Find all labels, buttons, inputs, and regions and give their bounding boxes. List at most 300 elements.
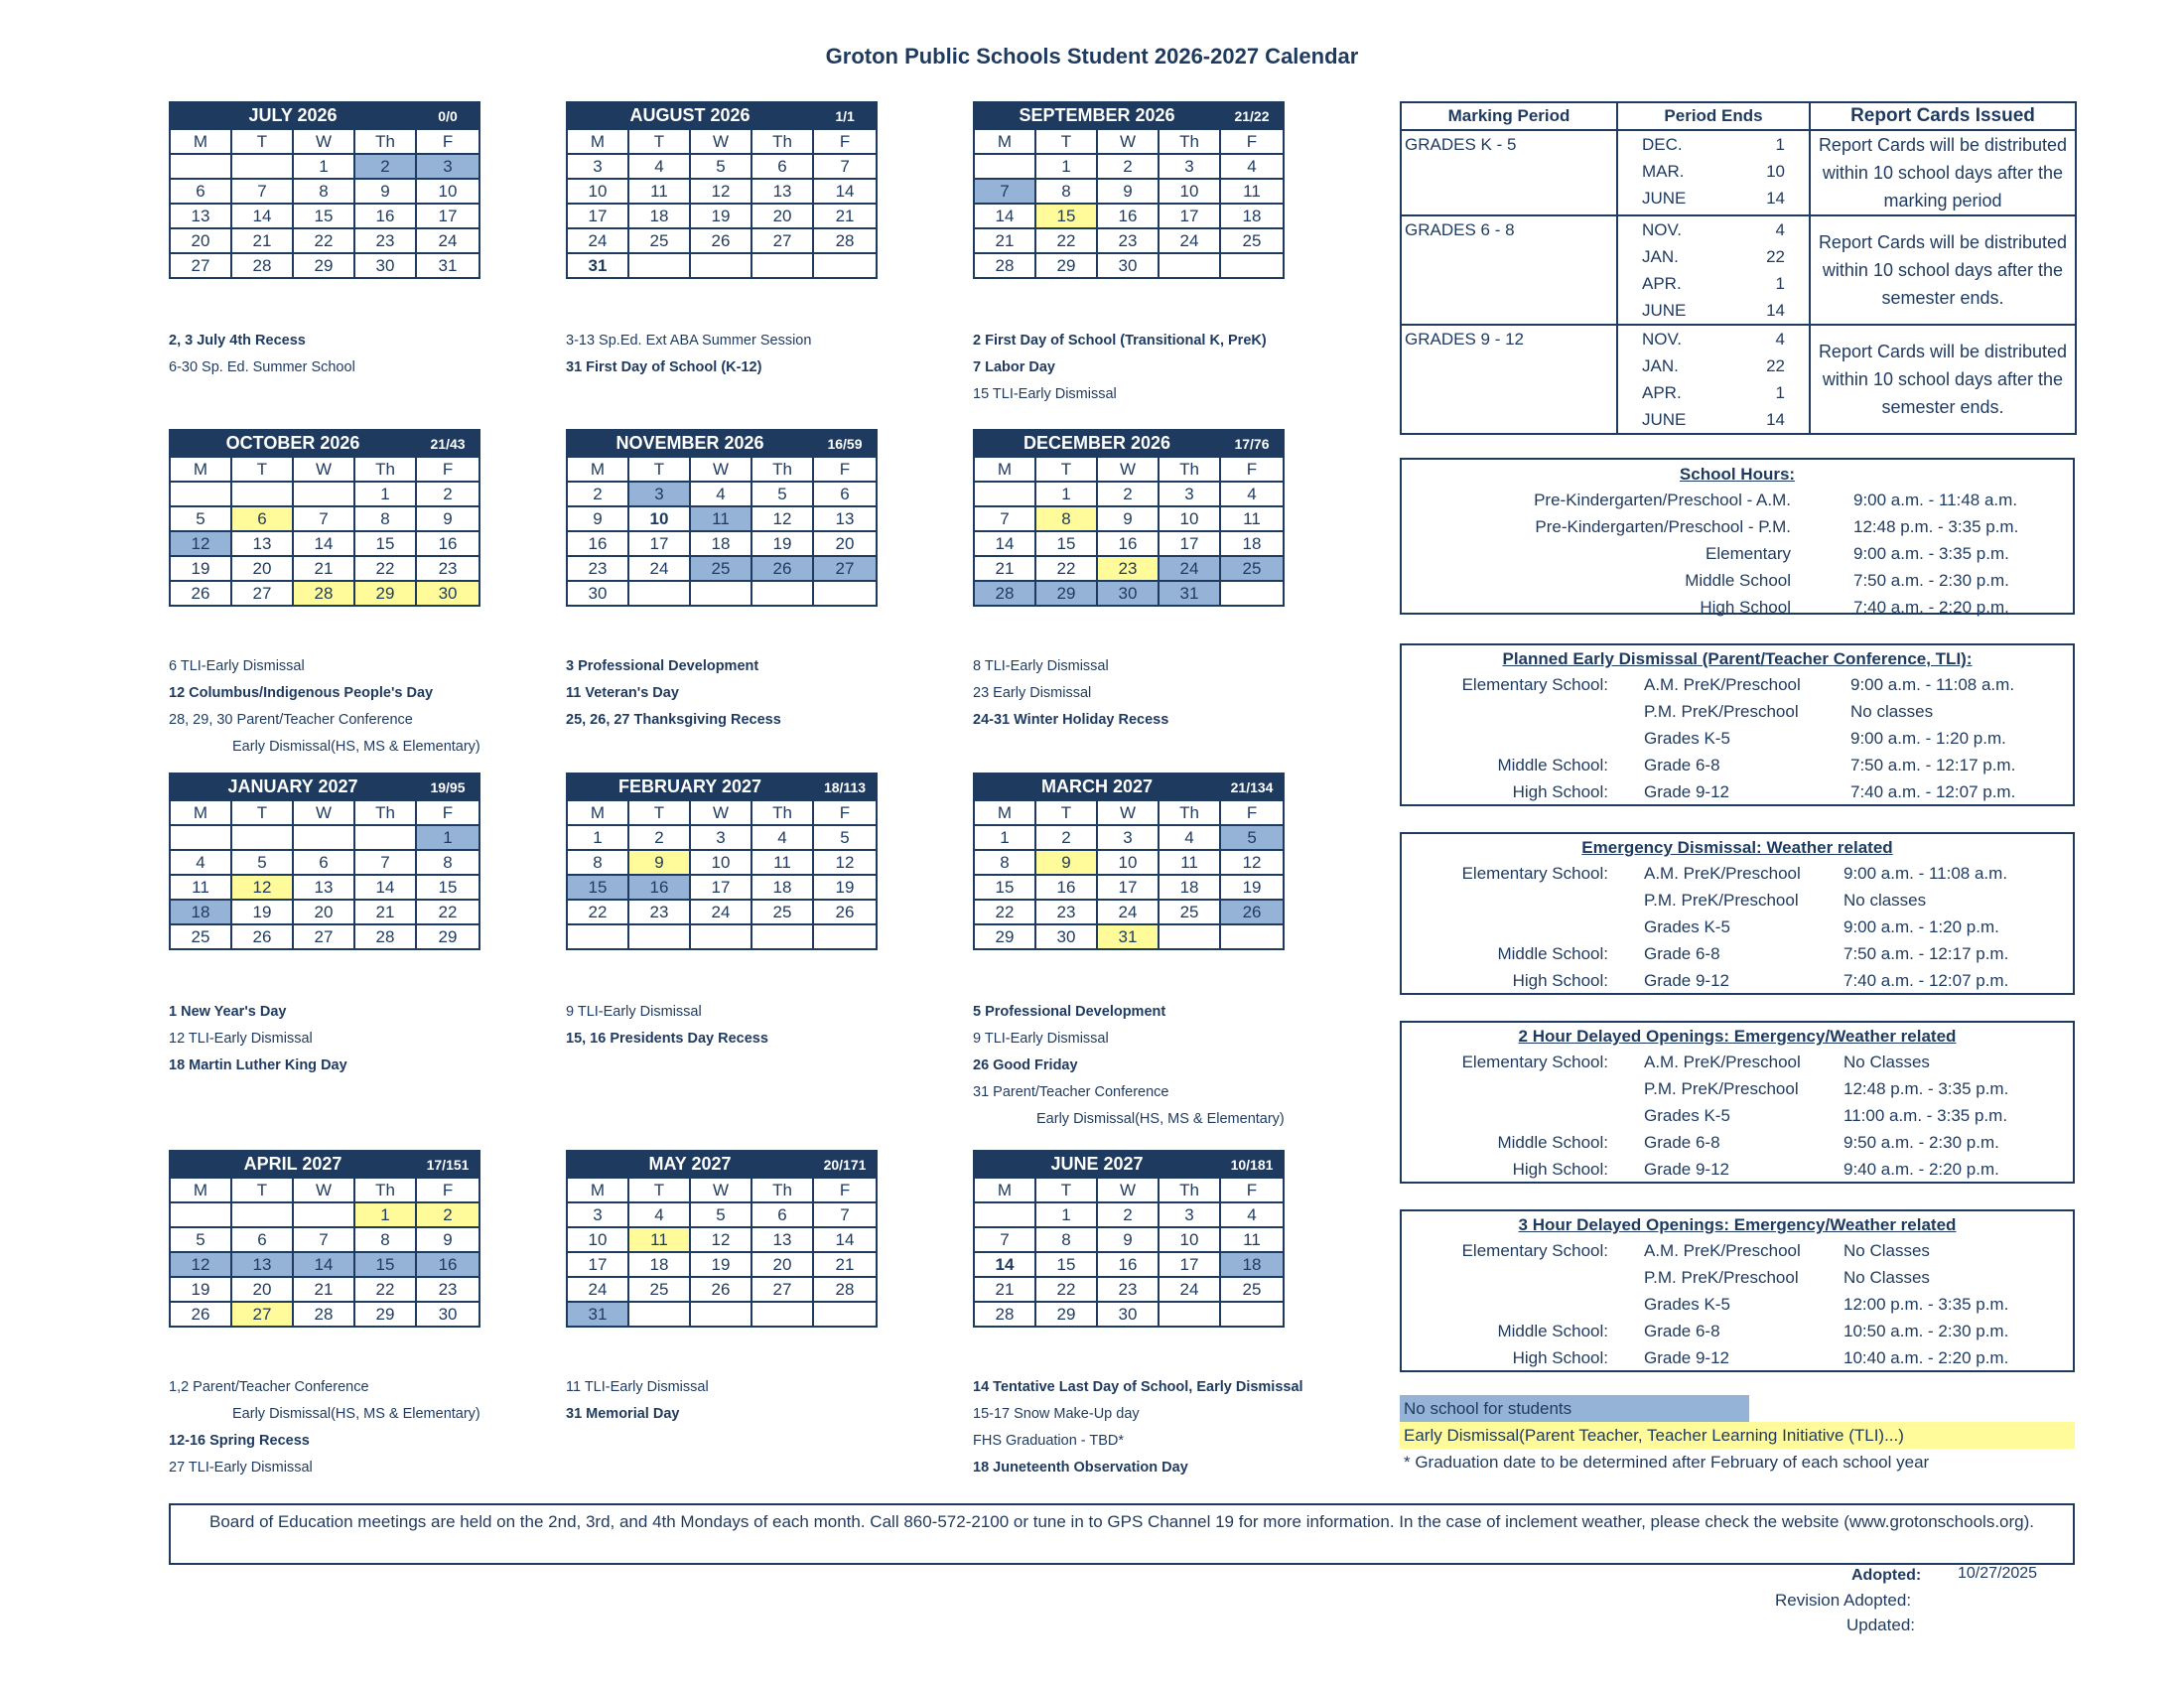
day-cell	[690, 253, 751, 278]
day-count: 16/59	[813, 430, 877, 457]
day-cell	[170, 1202, 231, 1227]
day-cell: 19	[751, 531, 813, 556]
month-notes	[169, 328, 355, 381]
grade-level: A.M. PreK/Preschool	[1644, 1241, 1801, 1260]
day-cell: 16	[416, 531, 479, 556]
month-march-2027	[973, 773, 1283, 950]
weekday-label: Th	[354, 800, 416, 825]
day-cell: 17	[567, 204, 628, 228]
day-cell: 18	[628, 204, 690, 228]
day-cell	[231, 154, 293, 179]
day-cell: 29	[354, 581, 416, 606]
grade-level: Grades K-5	[1644, 729, 1730, 748]
month-december-2026	[973, 429, 1283, 607]
day-cell: 25	[628, 1277, 690, 1302]
day-cell: 3	[567, 154, 628, 179]
calendar-note: 12 TLI-Early Dismissal	[169, 1031, 313, 1047]
day-cell: 1	[1035, 482, 1097, 506]
day-cell: 27	[231, 581, 293, 606]
day-cell: 11	[628, 1227, 690, 1252]
day-cell: 3	[1097, 825, 1159, 850]
day-cell: 13	[751, 179, 813, 204]
day-cell: 21	[813, 1252, 877, 1277]
day-cell: 15	[1035, 204, 1097, 228]
weekday-label: T	[1035, 129, 1097, 154]
weekday-label: M	[974, 457, 1035, 482]
day-cell: 30	[354, 253, 416, 278]
day-cell: 24	[567, 228, 628, 253]
day-cell: 22	[1035, 228, 1097, 253]
day-cell: 15	[293, 204, 354, 228]
day-cell: 3	[567, 1202, 628, 1227]
grade-group: GRADES 9 - 12	[1401, 325, 1617, 434]
day-cell: 14	[813, 1227, 877, 1252]
three-hour-delay-box	[1400, 1209, 2075, 1372]
weekday-label: F	[416, 1178, 479, 1202]
day-cell: 7	[813, 154, 877, 179]
day-cell: 26	[813, 900, 877, 924]
calendar-note: 11 TLI-Early Dismissal	[566, 1379, 709, 1395]
day-cell: 23	[1097, 556, 1159, 581]
weekday-label: M	[974, 800, 1035, 825]
school-level: Elementary School:	[1461, 864, 1608, 883]
day-cell	[293, 825, 354, 850]
weekday-label: M	[567, 457, 628, 482]
day-cell: 25	[1220, 228, 1284, 253]
page-title: Groton Public Schools Student 2026-2027 Calendar	[825, 44, 1359, 69]
day-cell: 12	[231, 875, 293, 900]
month-november-2026	[566, 429, 876, 607]
day-cell: 18	[690, 531, 751, 556]
month-name: NOVEMBER 2026	[567, 430, 813, 457]
calendar-note: Early Dismissal(HS, MS & Elementary)	[1036, 1111, 1285, 1127]
revision-adopted-label: Revision Adopted:	[1775, 1591, 1912, 1610]
month-october-2026	[169, 429, 478, 607]
day-cell: 1	[1035, 1202, 1097, 1227]
legend-early-dismissal: Early Dismissal(Parent Teacher, Teacher Learning Initiative (TLI)...)	[1400, 1422, 2075, 1449]
day-cell: 28	[293, 1302, 354, 1327]
calendar-note: 3-13 Sp.Ed. Ext ABA Summer Session	[566, 333, 812, 349]
day-cell: 23	[1097, 1277, 1159, 1302]
day-cell: 18	[1220, 531, 1284, 556]
weekday-label: T	[628, 129, 690, 154]
day-cell: 28	[813, 1277, 877, 1302]
day-cell: 24	[416, 228, 479, 253]
weekday-label: W	[293, 1178, 354, 1202]
day-cell	[231, 482, 293, 506]
day-cell: 11	[1159, 850, 1220, 875]
month-name: FEBRUARY 2027	[567, 774, 813, 800]
day-cell: 6	[293, 850, 354, 875]
weekday-label: T	[231, 1178, 293, 1202]
day-cell: 16	[567, 531, 628, 556]
day-cell	[751, 581, 813, 606]
day-cell: 4	[628, 154, 690, 179]
calendar-note: 1 New Year's Day	[169, 1004, 287, 1020]
calendar-note: 7 Labor Day	[973, 359, 1055, 375]
month-name: OCTOBER 2026	[170, 430, 416, 457]
day-cell	[1220, 581, 1284, 606]
day-cell: 3	[1159, 482, 1220, 506]
day-cell	[170, 482, 231, 506]
day-cell	[974, 482, 1035, 506]
report-card-note: Report Cards will be distributed within 10 school days after the marking period	[1810, 130, 2076, 215]
weekday-label: F	[813, 800, 877, 825]
month-april-2027	[169, 1150, 478, 1328]
weekday-label: W	[690, 129, 751, 154]
hours-level: Pre-Kindergarten/Preschool - P.M.	[1535, 517, 1791, 536]
month-name: JUNE 2027	[974, 1151, 1220, 1178]
day-cell: 22	[416, 900, 479, 924]
day-cell: 17	[628, 531, 690, 556]
day-cell: 19	[231, 900, 293, 924]
day-cell: 25	[751, 900, 813, 924]
day-cell: 24	[567, 1277, 628, 1302]
day-cell: 30	[1097, 1302, 1159, 1327]
day-cell: 5	[231, 850, 293, 875]
day-cell: 24	[1159, 556, 1220, 581]
school-level: Elementary School:	[1461, 675, 1608, 694]
weekday-label: Th	[751, 1178, 813, 1202]
weekday-label: W	[1097, 129, 1159, 154]
day-cell: 1	[416, 825, 479, 850]
calendar-note: 12 Columbus/Indigenous People's Day	[169, 685, 434, 701]
time-range: 9:00 a.m. - 11:08 a.m.	[1843, 864, 2008, 883]
day-cell: 27	[751, 1277, 813, 1302]
period-day: 22	[1766, 356, 1785, 375]
school-level: Elementary School:	[1461, 1241, 1608, 1260]
day-cell: 9	[416, 506, 479, 531]
grade-level: Grades K-5	[1644, 1295, 1730, 1314]
weekday-label: T	[231, 129, 293, 154]
period-ends-header: Period Ends	[1617, 102, 1810, 130]
day-cell	[293, 1202, 354, 1227]
day-cell: 25	[170, 924, 231, 949]
day-cell: 16	[416, 1252, 479, 1277]
hours-time: 7:50 a.m. - 2:30 p.m.	[1853, 571, 2009, 590]
day-cell: 6	[751, 154, 813, 179]
day-cell	[751, 924, 813, 949]
day-cell: 31	[567, 1302, 628, 1327]
day-cell: 24	[1159, 1277, 1220, 1302]
day-cell: 13	[751, 1227, 813, 1252]
day-cell: 21	[813, 204, 877, 228]
day-cell: 26	[170, 1302, 231, 1327]
day-cell: 15	[1035, 531, 1097, 556]
weekday-label: M	[567, 800, 628, 825]
month-name: JULY 2026	[170, 102, 416, 129]
day-cell: 13	[293, 875, 354, 900]
day-cell: 15	[354, 1252, 416, 1277]
day-cell: 30	[1097, 581, 1159, 606]
day-cell: 4	[690, 482, 751, 506]
period-day: 22	[1766, 247, 1785, 266]
calendar-note: FHS Graduation - TBD*	[973, 1433, 1125, 1449]
day-cell: 13	[170, 204, 231, 228]
day-cell: 19	[170, 1277, 231, 1302]
day-cell	[813, 924, 877, 949]
weekday-label: T	[231, 800, 293, 825]
day-cell: 9	[1097, 179, 1159, 204]
month-notes	[169, 1374, 480, 1481]
weekday-label: F	[1220, 129, 1284, 154]
day-cell: 28	[974, 253, 1035, 278]
day-cell: 4	[1220, 154, 1284, 179]
day-cell: 15	[974, 875, 1035, 900]
day-cell: 5	[170, 1227, 231, 1252]
day-cell: 10	[567, 1227, 628, 1252]
report-cards-header: Report Cards Issued	[1810, 102, 2076, 130]
calendar-note: 15, 16 Presidents Day Recess	[566, 1031, 768, 1047]
time-range: 12:00 p.m. - 3:35 p.m.	[1843, 1295, 2009, 1314]
day-cell: 17	[416, 204, 479, 228]
day-count: 17/151	[416, 1151, 479, 1178]
grade-level: Grade 6-8	[1644, 1133, 1720, 1152]
day-cell: 23	[1035, 900, 1097, 924]
day-cell: 8	[354, 1227, 416, 1252]
day-cell: 26	[1220, 900, 1284, 924]
day-cell: 28	[813, 228, 877, 253]
day-cell: 9	[1097, 506, 1159, 531]
day-cell	[751, 253, 813, 278]
day-cell: 30	[1035, 924, 1097, 949]
day-cell: 22	[354, 1277, 416, 1302]
school-level: Middle School:	[1497, 1322, 1608, 1340]
day-cell: 12	[690, 1227, 751, 1252]
day-cell: 21	[974, 228, 1035, 253]
day-cell: 1	[567, 825, 628, 850]
day-cell: 2	[416, 482, 479, 506]
day-cell: 28	[974, 1302, 1035, 1327]
day-cell	[690, 924, 751, 949]
day-cell: 29	[354, 1302, 416, 1327]
day-cell: 17	[1097, 875, 1159, 900]
day-cell: 28	[354, 924, 416, 949]
day-cell	[813, 253, 877, 278]
day-cell: 16	[354, 204, 416, 228]
day-cell: 7	[293, 1227, 354, 1252]
board-meetings-footer: Board of Education meetings are held on the 2nd, 3rd, and 4th Mondays of each month. Call 860-572-2100 or tune in to GPS Channel 19 for more information. In the case of inclement weather, please check the website (www.grotonschools.org).	[169, 1503, 2075, 1565]
report-card-note: Report Cards will be distributed within 10 school days after the semester ends.	[1810, 215, 2076, 325]
day-cell: 11	[1220, 506, 1284, 531]
day-cell	[231, 1202, 293, 1227]
weekday-label: M	[567, 1178, 628, 1202]
day-count: 1/1	[813, 102, 877, 129]
hours-level: Pre-Kindergarten/Preschool - A.M.	[1534, 491, 1791, 509]
day-cell: 10	[1159, 1227, 1220, 1252]
grade-level: Grade 9-12	[1644, 1348, 1729, 1367]
day-cell: 11	[628, 179, 690, 204]
day-cell: 2	[354, 154, 416, 179]
day-cell: 10	[1159, 179, 1220, 204]
day-cell: 10	[416, 179, 479, 204]
day-cell: 30	[567, 581, 628, 606]
day-cell	[974, 1202, 1035, 1227]
day-cell: 28	[974, 581, 1035, 606]
calendar-note: 23 Early Dismissal	[973, 685, 1092, 701]
weekday-label: F	[813, 1178, 877, 1202]
day-cell: 10	[628, 506, 690, 531]
month-notes	[566, 1374, 709, 1428]
calendar-note: 6-30 Sp. Ed. Summer School	[169, 359, 355, 375]
time-range: 9:40 a.m. - 2:20 p.m.	[1843, 1160, 1999, 1179]
weekday-label: T	[231, 457, 293, 482]
period-day: 14	[1766, 189, 1785, 208]
month-notes	[973, 1374, 1303, 1481]
time-range: 7:40 a.m. - 12:07 p.m.	[1850, 782, 2016, 801]
day-cell	[813, 1302, 877, 1327]
weekday-label: T	[1035, 457, 1097, 482]
day-cell: 13	[231, 1252, 293, 1277]
day-cell: 4	[1159, 825, 1220, 850]
day-cell: 14	[231, 204, 293, 228]
time-range: 12:48 p.m. - 3:35 p.m.	[1843, 1079, 2009, 1098]
day-cell: 21	[974, 556, 1035, 581]
weekday-label: W	[293, 129, 354, 154]
day-cell: 20	[813, 531, 877, 556]
day-cell: 11	[1220, 179, 1284, 204]
day-cell: 27	[231, 1302, 293, 1327]
period-day: 10	[1766, 162, 1785, 181]
day-cell: 2	[1097, 1202, 1159, 1227]
school-level: Middle School:	[1497, 1133, 1608, 1152]
school-hours-title: School Hours:	[1679, 465, 1796, 484]
day-cell: 27	[813, 556, 877, 581]
grade-level: P.M. PreK/Preschool	[1644, 1268, 1799, 1287]
day-cell: 10	[1159, 506, 1220, 531]
period-month: APR.	[1642, 274, 1682, 293]
day-cell: 2	[1035, 825, 1097, 850]
planned-early-dismissal-box	[1400, 643, 2075, 806]
time-range: 10:40 a.m. - 2:20 p.m.	[1843, 1348, 2009, 1367]
day-cell: 18	[1220, 204, 1284, 228]
day-cell: 20	[170, 228, 231, 253]
updated-label: Updated:	[1846, 1616, 1915, 1634]
day-cell: 13	[231, 531, 293, 556]
day-cell: 6	[231, 506, 293, 531]
calendar-note: 8 TLI-Early Dismissal	[973, 658, 1109, 674]
day-cell: 3	[416, 154, 479, 179]
day-cell: 12	[751, 506, 813, 531]
day-cell: 8	[1035, 1227, 1097, 1252]
report-card-note: Report Cards will be distributed within 10 school days after the semester ends.	[1810, 325, 2076, 434]
calendar-note: 18 Martin Luther King Day	[169, 1057, 347, 1073]
day-cell: 8	[293, 179, 354, 204]
weekday-label: F	[416, 800, 479, 825]
day-cell	[751, 1302, 813, 1327]
grade-level: Grade 9-12	[1644, 782, 1729, 801]
day-cell: 6	[231, 1227, 293, 1252]
day-cell: 7	[354, 850, 416, 875]
weekday-label: W	[1097, 800, 1159, 825]
calendar-note: 14 Tentative Last Day of School, Early Dismissal	[973, 1379, 1303, 1395]
grade-level: Grade 9-12	[1644, 1160, 1729, 1179]
day-cell	[690, 581, 751, 606]
calendar-note: 1,2 Parent/Teacher Conference	[169, 1379, 369, 1395]
period-day: 1	[1775, 383, 1785, 402]
day-cell: 25	[1220, 1277, 1284, 1302]
month-notes	[169, 999, 347, 1079]
time-range: No Classes	[1843, 1268, 1930, 1287]
month-notes	[973, 653, 1168, 734]
day-cell: 13	[813, 506, 877, 531]
period-day: 14	[1766, 410, 1785, 429]
two-hour-delay-box	[1400, 1021, 2075, 1184]
period-month: JUNE	[1642, 410, 1687, 429]
day-cell: 25	[690, 556, 751, 581]
day-cell: 30	[416, 581, 479, 606]
day-cell: 23	[416, 1277, 479, 1302]
calendar-note: 25, 26, 27 Thanksgiving Recess	[566, 712, 781, 728]
school-level: Elementary School:	[1461, 1053, 1608, 1071]
month-may-2027	[566, 1150, 876, 1328]
weekday-label: Th	[354, 457, 416, 482]
calendar-note: 31 Memorial Day	[566, 1406, 680, 1422]
day-cell: 21	[231, 228, 293, 253]
period-month: APR.	[1642, 383, 1682, 402]
day-cell	[1159, 253, 1220, 278]
box-title: 2 Hour Delayed Openings: Emergency/Weather related	[1518, 1027, 1957, 1046]
day-cell	[628, 1302, 690, 1327]
weekday-label: M	[170, 1178, 231, 1202]
day-cell: 5	[1220, 825, 1284, 850]
weekday-label: M	[170, 457, 231, 482]
day-cell: 19	[690, 1252, 751, 1277]
day-cell: 25	[628, 228, 690, 253]
grade-level: Grades K-5	[1644, 1106, 1730, 1125]
weekday-label: M	[170, 800, 231, 825]
day-count: 0/0	[416, 102, 479, 129]
period-month: JUNE	[1642, 301, 1687, 320]
day-cell: 17	[567, 1252, 628, 1277]
weekday-label: T	[628, 800, 690, 825]
day-cell: 19	[1220, 875, 1284, 900]
time-range: No Classes	[1843, 1053, 1930, 1071]
day-cell: 4	[1220, 482, 1284, 506]
day-cell: 3	[1159, 154, 1220, 179]
day-cell: 15	[416, 875, 479, 900]
day-count: 20/171	[813, 1151, 877, 1178]
day-cell	[1220, 1302, 1284, 1327]
weekday-label: W	[293, 800, 354, 825]
day-cell: 1	[1035, 154, 1097, 179]
day-cell: 15	[567, 875, 628, 900]
day-cell: 6	[170, 179, 231, 204]
day-cell	[1159, 1302, 1220, 1327]
emergency-dismissal-box	[1400, 832, 2075, 995]
time-range: No Classes	[1843, 1241, 1930, 1260]
day-cell: 7	[974, 506, 1035, 531]
month-september-2026	[973, 101, 1283, 279]
legend-no-school: No school for students	[1400, 1395, 1749, 1422]
day-cell: 16	[1035, 875, 1097, 900]
month-notes	[169, 653, 480, 761]
day-count: 17/76	[1220, 430, 1284, 457]
period-month: NOV.	[1642, 330, 1683, 349]
day-cell: 15	[1035, 1252, 1097, 1277]
calendar-note: 26 Good Friday	[973, 1057, 1078, 1073]
calendar-note: 18 Juneteenth Observation Day	[973, 1460, 1188, 1476]
box-title: Planned Early Dismissal (Parent/Teacher Conference, TLI):	[1502, 649, 1973, 668]
month-name: AUGUST 2026	[567, 102, 813, 129]
day-cell: 22	[974, 900, 1035, 924]
day-cell: 22	[567, 900, 628, 924]
day-count: 19/95	[416, 774, 479, 800]
day-cell: 31	[416, 253, 479, 278]
marking-period-table	[1400, 101, 2077, 435]
day-cell: 18	[1220, 1252, 1284, 1277]
grade-level: Grade 6-8	[1644, 1322, 1720, 1340]
